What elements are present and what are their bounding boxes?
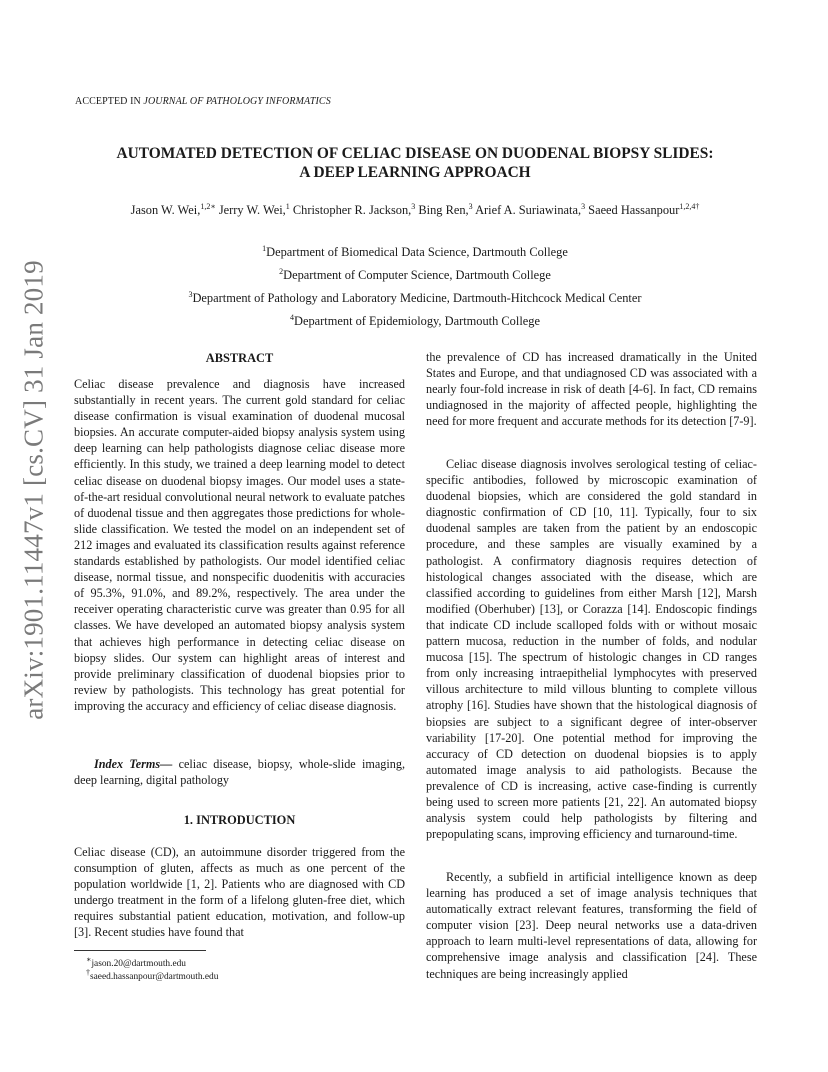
author: Jerry W. Wei,$^1$ <box>218 202 290 218</box>
index-terms-label: Index Terms— <box>94 757 173 771</box>
paper-title <box>75 144 755 182</box>
intro-heading: 1. INTRODUCTION <box>183 813 296 827</box>
footnote: ∗jason.20@dartmouth.edu <box>86 955 186 970</box>
index-terms <box>74 756 405 788</box>
affiliation: $^1$Department of Biomedical Data Science, Dartmouth College <box>262 244 568 260</box>
affiliation: $^3$Department of Pathology and Laboratory Medicine, Dartmouth-Hitchcock Medical Center <box>188 290 642 306</box>
intro-paragraph-1: Celiac disease (CD), an autoimmune disorder triggered from the consumption of gluten, affects as much as one percent of the population worldwide [1, 2]. Patients who are diagnosed with CD undergo treatment in the form of a lifelong gluten-free diet, which requires substantial patient education, motivation, and follow-up [3]. Recent studies have found that <box>74 845 405 940</box>
intro-paragraph-3: Recently, a subfield in artificial intelligence known as deep learning has produced a set of image analysis techniques that automatically extract relevant features, transforming the field of computer vision [23]. Deep neural networks use a data-driven approach to learn multi-level representations of data, allowing for comprehensive image analysis and classification [24]. These techniques are being increasingly applied <box>426 870 757 981</box>
arxiv-stamp-text: arXiv:1901.11447v1 [cs.CV] 31 Jan 2019 <box>18 260 49 720</box>
arxiv-stamp <box>14 260 54 720</box>
footnote: †saeed.hassanpour@dartmouth.edu <box>86 968 219 983</box>
affiliation-list <box>75 239 755 332</box>
running-header <box>75 96 331 107</box>
journal-name: JOURNAL OF PATHOLOGY INFORMATICS <box>143 96 331 107</box>
author: Saeed Hassanpour$^{1,2,4\dagger}$ <box>588 202 700 218</box>
author: Arief A. Suriawinata,$^3$ <box>475 202 586 218</box>
footnote-rule <box>74 950 206 951</box>
author-list <box>75 202 755 218</box>
title-line-1: AUTOMATED DETECTION OF CELIAC DISEASE ON DUODENAL BIOPSY SLIDES: <box>116 145 714 162</box>
affiliation: $^2$Department of Computer Science, Dartmouth College <box>279 267 551 283</box>
index-terms-text: celiac disease, biopsy, whole-slide imaging, deep learning, digital pathology <box>74 757 405 788</box>
author: Jason W. Wei,$^{1,2∗}$ <box>130 202 216 218</box>
affiliation: $^4$Department of Epidemiology, Dartmouth College <box>290 313 540 329</box>
author: Christopher R. Jackson,$^3$ <box>292 202 416 218</box>
title-line-2: A DEEP LEARNING APPROACH <box>299 164 531 181</box>
intro-paragraph-1-cont: the prevalence of CD has increased dramatically in the United States and Europe, and that undiagnosed CD was associated with a nearly four-fold increase in risk of death [4-6]. In fact, CD remains undiagnosed in the majority of affected people, highlighting the need for more frequent and accurate methods for its detection [7-9]. <box>426 350 757 429</box>
intro-paragraph-2: Celiac disease diagnosis involves serological testing of celiac-specific antibodies, followed by microscopic examination of duodenal biopsies, which are considered the gold standard in diagnostic confirmation of CD [10, 11]. Typically, four to six duodenal samples are taken from the patient by an endoscopic procedure, and these samples are visually examined by a pathologist. A confirmatory diagnosis requires detection of histological changes associated with the disease, which are classified according to guidelines from either Marsh [12], Marsh modified (Oberhuber) [13], or Corazza [14]. Endoscopic findings that indicate CD include scalloped folds with or without mosaic pattern mucosa, reduction in the number of folds, and nodular mucosa [15]. The spectrum of histologic changes in CD ranges from only increasing intraepithelial lymphocytes with preserved villous architecture to mild villous blunting to complete villous atrophy [16]. Studies have shown that the histological diagnosis of biopsies are subject to a significant degree of inter-observer variability [17-20]. One potential method for improving the accuracy of CD detection on duodenal biopsies is to apply automated image analysis to aid pathologists. Because the prevalence of CD is increasing, active case-finding is currently being used to screen more patients [21, 22]. An automated biopsy analysis system could help pathologists by filtering and prepopulating scans, improving efficiency and turnaround-time. <box>426 457 757 842</box>
abstract-text: Celiac disease prevalence and diagnosis have increased substantially in recent years. The current gold standard for celiac disease confirmation is visual examination of duodenal mucosal biopsies. An accurate computer-aided biopsy analysis system using deep learning can help pathologists diagnose celiac disease more efficiently. In this study, we trained a deep learning model to detect celiac disease on duodenal biopsy images. Our model uses a state-of-the-art residual convolutional neural network to evaluate patches of duodenal tissue and then aggregates those predictions for whole-slide classification. We tested the model on an independent set of 212 images and evaluated its classification results against reference standards established by pathologists. Our model identified celiac disease, normal tissue, and nonspecific duodenitis with accuracies of 95.3%, 91.0%, and 89.2%, respectively. The area under the receiver operating characteristic curve was greater than 0.95 for all classes. We have developed an automated biopsy analysis system that achieves high performance in detecting celiac disease on biopsy slides. Our system can highlight areas of interest and provide preliminary classification of duodenal biopsies prior to review by pathologists. This technology has great potential for improving the accuracy and efficiency of celiac disease diagnosis. <box>74 377 405 713</box>
author: Bing Ren,$^3$ <box>418 202 473 218</box>
running-header-prefix: ACCEPTED IN <box>75 96 144 107</box>
abstract-heading: ABSTRACT <box>205 351 274 365</box>
